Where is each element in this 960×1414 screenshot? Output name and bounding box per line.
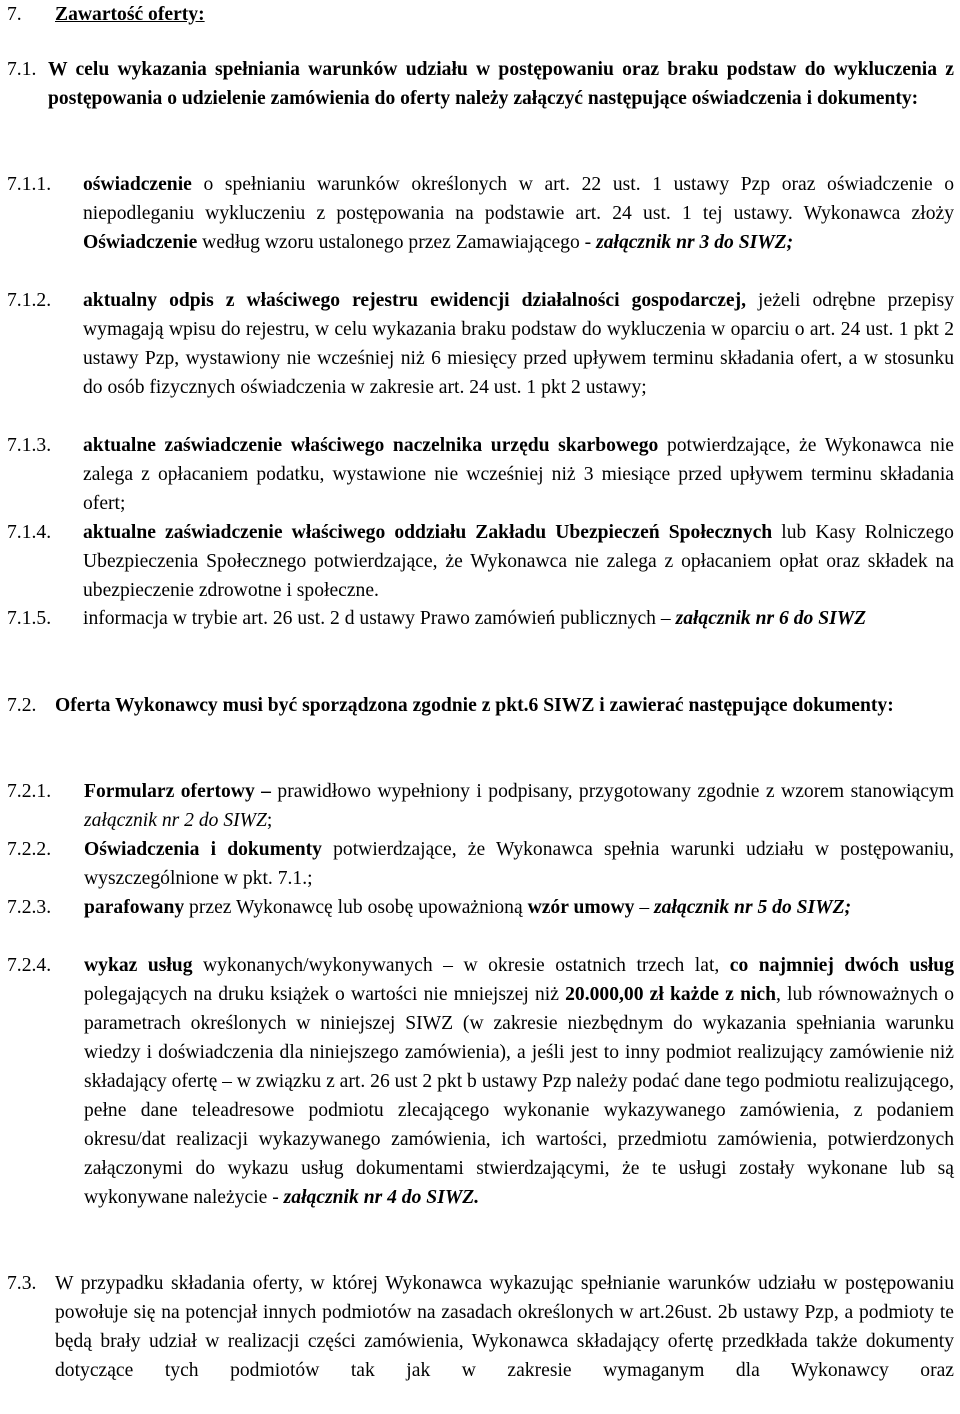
lead-term: wykaz usług (84, 955, 193, 976)
body-text: informacja w trybie art. 26 ust. 2 d ustawy Prawo zamówień publicznych – (83, 608, 676, 629)
body-text-2: – (634, 897, 655, 918)
paragraph-number: 7.3. (7, 1273, 37, 1294)
attachment-reference: załącznik nr 4 do SIWZ. (283, 1187, 480, 1208)
lead-term: aktualne zaświadczenie właściwego naczelnika urzędu skarbowego (83, 435, 659, 456)
paragraph-number: 7.2.1. (7, 781, 52, 802)
paragraph-number: 7.1.4. (7, 522, 52, 543)
lead-term: Oświadczenia i dokumenty (84, 839, 322, 860)
lead-term: aktualne zaświadczenie właściwego oddziału Zakładu Ubezpieczeń Społecznych (83, 522, 773, 543)
paragraph-text-span: W celu wykazania spełniania warunków udziału w postępowaniu oraz braku podstaw do wykluczenia z postępowania o udzielenie zamówienia do oferty należy załączyć następujące oświadczenia i dokumenty: (48, 59, 954, 109)
paragraph-number: 7.2.2. (7, 839, 52, 860)
lead-term: parafowany (84, 897, 185, 918)
lead-term: oświadczenie (83, 174, 192, 195)
paragraph-text (55, 691, 954, 720)
body-text: prawidłowo wypełniony i podpisany, przygotowany zgodnie z wzorem stanowiącym (270, 781, 954, 802)
attachment-reference: załącznik nr 6 do SIWZ (675, 608, 867, 629)
body-text-3: , lub równoważnych o parametrach określonych w niniejszej SIWZ (w zakresie niezbędnym do wykazania spełniania warunku wiedzy i doświadczenia dla niniejszego zamówienia), a jeśli jest to inny podmiot realizujący zamówienie niż składający ofertę – w związku z art. 26 ust 2 pkt b ustawy Pzp należy podać dane tego podmiotu realizującego, pełne dane teleadresowe podmiotu zlecającego wykonanie wykazywanego zamówienia, z podaniem okresu/dat realizacji wykazywanego zamówienia, ich wartości, przedmiotu zamówienia, potwierdzonych załączonymi do wykazu usług dokumentami stwierdzającymi, że te usługi zostały wykonane lub są wykonywane należycie - (84, 984, 954, 1208)
paragraph-number: 7.1.3. (7, 435, 52, 456)
attachment-reference: załącznik nr 2 do SIWZ (84, 810, 267, 831)
bold-term: co najmniej dwóch usług (729, 955, 955, 976)
body-text: potwierdzające, że Wykonawca nie zalega z opłacaniem podatku, wystawione nie wcześniej niż 3 miesiące przed upływem terminu składania ofert; (83, 435, 954, 514)
paragraph-number: 7.2.3. (7, 897, 52, 918)
paragraph-text (84, 951, 954, 1212)
body-text: przez Wykonawcę lub osobę upoważnioną (184, 897, 528, 918)
attachment-reference: załącznik nr 3 do SIWZ; (596, 232, 794, 253)
paragraph-text (55, 1269, 954, 1385)
paragraph-text (84, 835, 954, 893)
section-title: Zawartość oferty: (55, 4, 205, 25)
body-text: lub Kasy Rolniczego Ubezpieczenia Społecznego potwierdzające, że Wykonawca nie zalega z opłacaniem opłat oraz składek na ubezpieczenie zdrowotne i społeczne. (83, 522, 954, 601)
body-text-2: według wzoru ustalonego przez Zamawiającego - (197, 232, 597, 253)
lead-term: aktualny odpis z właściwego rejestru ewidencji działalności gospodarczej, (83, 290, 747, 311)
lead-term: Formularz ofertowy – (84, 781, 271, 802)
paragraph-text (83, 431, 954, 518)
paragraph-text-span: W przypadku składania oferty, w której Wykonawca wykazując spełnianie warunków udziału w postępowaniu powołuje się na potencjał innych podmiotów na zasadach określonych w art.26ust. 2b ustawy Pzp, a podmioty te będą brały udział w realizacji części zamówienia, Wykonawca składający ofertę przedkłada także dokumenty dotyczące tych podmiotów tak jak w zakresie wymaganym dla Wykonawcy oraz (55, 1273, 954, 1381)
paragraph-number: 7.1.1. (7, 174, 52, 195)
paragraph-text (84, 893, 954, 922)
paragraph-text (48, 55, 954, 113)
body-text: jeżeli odrębne przepisy wymagają wpisu do rejestru, w celu wykazania braku podstaw do wykluczenia w oparciu o art. 24 ust. 1 pkt 2 ustawy Pzp, wystawiony nie wcześniej niż 6 miesięcy przed upływem terminu składania ofert, a w stosunku do osób fizycznych oświadczenia w zakresie art. 24 ust. 1 pkt 2 ustawy; (83, 290, 954, 398)
paragraph-text (83, 170, 954, 257)
body-text: wykonanych/wykonywanych – w okresie ostatnich trzech lat, (192, 955, 730, 976)
attachment-reference: załącznik nr 5 do SIWZ; (654, 897, 852, 918)
section-number: 7. (7, 4, 22, 25)
paragraph-number: 7.2.4. (7, 955, 52, 976)
paragraph-text (83, 518, 954, 605)
bold-term: wzór umowy (527, 897, 635, 918)
tail-text: ; (266, 810, 273, 831)
paragraph-text (83, 604, 954, 633)
body-text-2: polegających na druku książek o wartości nie mniejszej niż (84, 984, 566, 1005)
paragraph-text (84, 777, 954, 835)
paragraph-number: 7.1.5. (7, 608, 52, 629)
paragraph-text (83, 286, 954, 402)
bold-term: Oświadczenie (83, 232, 198, 253)
paragraph-number: 7.2. (7, 695, 37, 716)
body-text: potwierdzające, że Wykonawca spełnia warunki udziału w postępowaniu, wyszczególnione w pkt. 7.1.; (84, 839, 954, 889)
paragraph-number: 7.1.2. (7, 290, 52, 311)
bold-amount: 20.000,00 zł każde z nich (565, 984, 776, 1005)
paragraph-number: 7.1. (7, 59, 37, 80)
paragraph-text-span: Oferta Wykonawcy musi być sporządzona zgodnie z pkt.6 SIWZ i zawierać następujące dokumenty: (55, 695, 894, 716)
body-text: o spełnianiu warunków określonych w art. 22 ust. 1 ustawy Pzp oraz oświadczenie o niepodleganiu wykluczeniu z postępowania na podstawie art. 24 ust. 1 tej ustawy. Wykonawca złoży (83, 174, 954, 224)
